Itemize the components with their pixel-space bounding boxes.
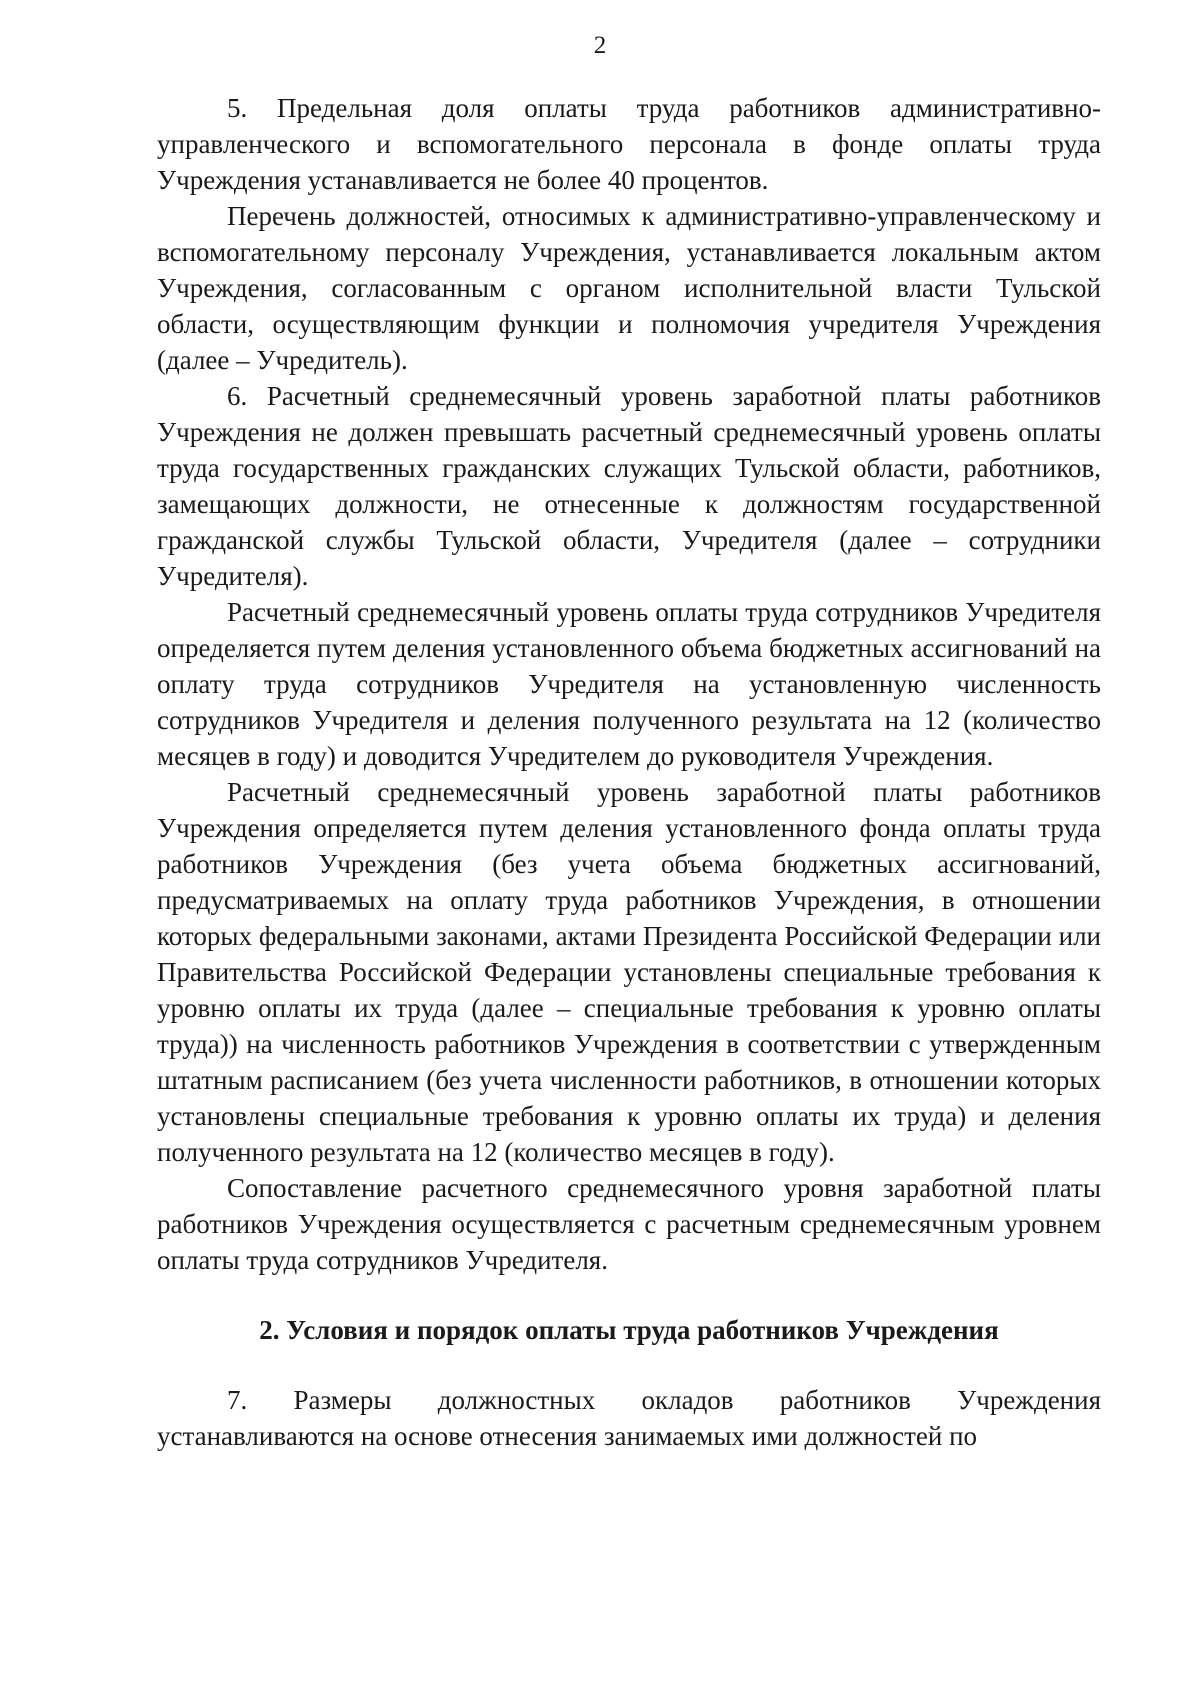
paragraph-6: 6. Расчетный среднемесячный уровень заработной платы работников Учреждения не должен превышать расчетный среднемесячный уровень оплаты труда государственных гражданских служащих Тульской области, работников, замещающих должности, не отнесенные к должностям государственной гражданской службы Тульской области, Учредителя (далее – сотрудники Учредителя). xyxy=(157,381,1101,591)
paragraph-staff-list: Перечень должностей, относимых к административно-управленческому и вспомогательному персоналу Учреждения, устанавливается локальным актом Учреждения, согласованным с органом исполнительной власти Тульской области, осуществляющим функции и полномочия учредителя Учреждения (далее – Учредитель). xyxy=(157,201,1101,375)
page-number: 2 xyxy=(593,32,607,59)
paragraph-comparison: Сопоставление расчетного среднемесячного уровня заработной платы работников Учреждения осуществляется с расчетным среднемесячным уровнем оплаты труда сотрудников Учредителя. xyxy=(157,1173,1101,1275)
paragraph-institution-salary-level: Расчетный среднемесячный уровень заработной платы работников Учреждения определяется путем деления установленного фонда оплаты труда работников Учреждения (без учета объема бюджетных ассигнований, предусматриваемых на оплату труда работников Учреждения, в отношении которых федеральными законами, актами Президента Российской Федерации или Правительства Российской Федерации установлены специальные требования к уровню оплаты их труда (далее – специальные требования к уровню оплаты труда)) на численность работников Учреждения в соответствии с утвержденным штатным расписанием (без учета численности работников, в отношении которых установлены специальные требования к уровню оплаты их труда) и деления полученного результата на 12 (количество месяцев в году). xyxy=(157,777,1101,1167)
paragraph-7: 7. Размеры должностных окладов работников Учреждения устанавливаются на основе отнесения занимаемых ими должностей по xyxy=(157,1385,1101,1451)
paragraph-founder-salary-level: Расчетный среднемесячный уровень оплаты труда сотрудников Учредителя определяется путем деления установленного объема бюджетных ассигнований на оплату труда сотрудников Учредителя на установленную численность сотрудников Учредителя и деления полученного результата на 12 (количество месяцев в году) и доводится Учредителем до руководителя Учреждения. xyxy=(157,597,1101,771)
document-body xyxy=(157,90,1101,1454)
section-heading: 2. Условия и порядок оплаты труда работников Учреждения xyxy=(259,1315,999,1345)
paragraph-5: 5. Предельная доля оплаты труда работников административно-управленческого и вспомогательного персонала в фонде оплаты труда Учреждения устанавливается не более 40 процентов. xyxy=(157,93,1101,195)
